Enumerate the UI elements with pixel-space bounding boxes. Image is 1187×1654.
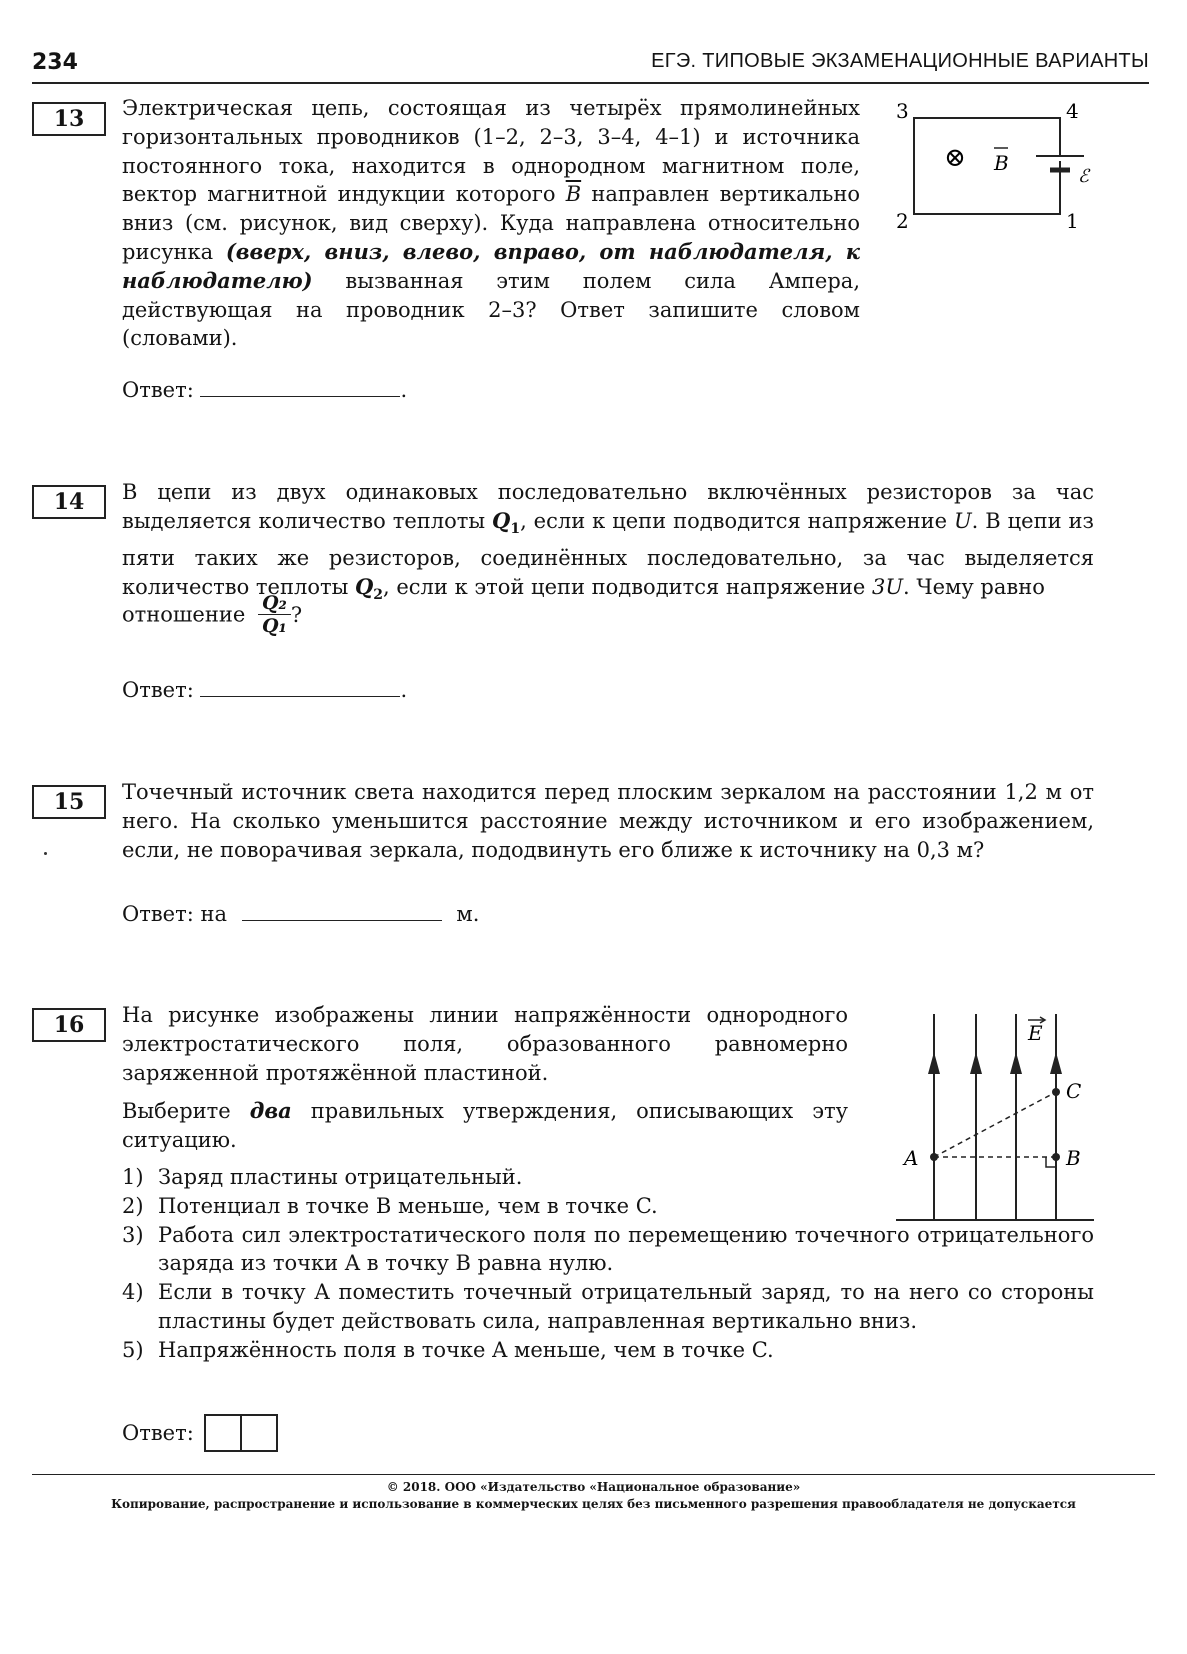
field-into-page-icon: ⊗ (944, 143, 966, 173)
ratio-fraction (258, 592, 291, 637)
q13-options: (вверх, вниз, влево, вправо, от наблюдателя, к наблюдателю) (122, 238, 861, 293)
corner-3-label: 3 (896, 99, 909, 123)
3u-symbol: 3U (871, 574, 904, 599)
q14-text-part: , если к цепи подводится напряжение (520, 508, 954, 533)
q13-text-part: вызванная этим полем сила Ампера, действующая на проводник 2–3? Ответ запишите словом (словами). (122, 268, 860, 351)
q14-text-part: . В цепи из пяти таких же резисторов, соединённых последовательно, за час выделяется количество теплоты (122, 508, 1095, 599)
ratio-suffix: ? (290, 602, 303, 627)
field-arrowhead (928, 1052, 940, 1074)
field-arrowhead (1010, 1052, 1022, 1074)
emf-label: ℰ (1078, 166, 1089, 187)
question-13-text (122, 94, 860, 353)
point-c (1052, 1088, 1060, 1096)
footer-divider (32, 1474, 1155, 1475)
question-14-answer (122, 676, 407, 702)
header-divider (32, 82, 1149, 84)
answer-label: Ответ: (122, 678, 194, 702)
question-13-number: 13 (32, 102, 106, 136)
corner-1-label: 1 (1066, 209, 1079, 233)
page-number: 234 (32, 50, 78, 75)
ratio-numerator: Q₂ (258, 592, 291, 615)
option-number: 3) (122, 1222, 144, 1247)
field-lines-figure (890, 1006, 1100, 1228)
question-16-intro (122, 1001, 848, 1155)
field-arrowhead (1050, 1052, 1062, 1074)
answer-cell-2[interactable] (240, 1414, 278, 1452)
corner-2-label: 2 (896, 209, 909, 233)
q2-subscript: 2 (373, 586, 384, 603)
answer-line[interactable] (200, 676, 400, 697)
question-15-answer (122, 900, 479, 926)
option-item (122, 1278, 1094, 1336)
question-15-number: 15 (32, 785, 106, 819)
answer-line[interactable] (200, 376, 400, 397)
q16-intro-text: На рисунке изображены линии напряжённости однородного электростатического поля, образованного равномерно заряженной протяжённой пластиной. (122, 1003, 848, 1085)
answer-end: . (400, 678, 408, 702)
vector-b-symbol: $\overline{B}$ (565, 182, 582, 207)
field-arrowhead (970, 1052, 982, 1074)
answer-label: Ответ: на (122, 902, 227, 926)
copyright-line: © 2018. ООО «Издательство «Национальное образование» (386, 1480, 801, 1494)
option-number: 5) (122, 1337, 144, 1362)
question-14-text (122, 478, 1094, 610)
ratio-denominator: Q₁ (261, 615, 287, 637)
option-text: Если в точку A поместить точечный отрицательный заряд, то на него со стороны пластины будет действовать сила, направленная вертикально вниз. (158, 1280, 1094, 1333)
corner-4-label: 4 (1066, 99, 1079, 123)
label-c: C (1066, 1079, 1082, 1103)
question-13-answer (122, 376, 407, 402)
u-symbol: U (953, 508, 972, 533)
option-number: 1) (122, 1165, 144, 1189)
option-number: 4) (122, 1280, 144, 1305)
q16-choose-count: два (249, 1098, 292, 1124)
circuit-figure (890, 96, 1100, 236)
label-b: B (1066, 1146, 1081, 1170)
q14-text-part: В цепи из двух одинаковых последовательно включённых резисторов за час выделяется количество теплоты (122, 480, 1094, 533)
option-text: Напряжённость поля в точке A меньше, чем в точке C. (158, 1337, 774, 1362)
answer-label: Ответ: (122, 1421, 194, 1445)
option-text: Заряд пластины отрицательный. (158, 1165, 523, 1189)
point-b (1052, 1153, 1060, 1161)
copyright-notice: Копирование, распространение и использование в коммерческих целях без письменного разрешения правообладателя не допускается (111, 1497, 1076, 1511)
answer-end: . (400, 378, 408, 402)
point-a (930, 1153, 938, 1161)
b-field-label: B (994, 151, 1009, 175)
ratio-prefix: отношение (122, 602, 246, 627)
q2-symbol: Q (354, 573, 374, 599)
question-15-text (122, 778, 1094, 864)
q13-text-part: Электрическая цепь, состоящая из четырёх прямолинейных горизонтальных проводников (1–2, 2–3, 3–4, 4–1) и источника постоянного тока, находится в однородном магнитном поле, вектор магнитной индукции которого (122, 96, 860, 207)
q14-text-part: . Чему равно (903, 574, 1045, 599)
option-text: Работа сил электростатического поля по перемещению точечного отрицательного заряда из точки A в точку B равна нулю. (158, 1222, 1094, 1276)
q15-text: Точечный источник света находится перед плоским зеркалом на расстоянии 1,2 м от него. На сколько уменьшится расстояние между источником и его изображением, если, не поворачивая зеркала, пододвинуть его ближе к источнику на 0,3 м? (122, 780, 1094, 862)
q16-choose-text: Выберите (122, 1099, 250, 1124)
option-item (122, 1336, 1094, 1365)
q1-symbol: Q (492, 507, 511, 533)
answer-unit: м. (456, 902, 480, 926)
question-16-answer (122, 1414, 278, 1452)
q13-text-part: направлен вертикально вниз (см. рисунок, вид сверху). Куда направлена относительно рисунка (122, 182, 860, 264)
answer-label: Ответ: (122, 378, 194, 402)
answer-line[interactable] (242, 900, 442, 921)
option-text: Потенциал в точке B меньше, чем в точке C. (158, 1193, 658, 1218)
e-field-label: E (1028, 1021, 1043, 1045)
option-number: 2) (122, 1193, 144, 1218)
question-14-number: 14 (32, 485, 106, 519)
dashed-a-c (934, 1092, 1056, 1157)
question-16-number: 16 (32, 1008, 106, 1042)
q16-choose-text: правильных утверждения, описывающих эту ситуацию. (122, 1099, 848, 1153)
circuit-loop (914, 118, 1060, 214)
label-a: A (904, 1146, 919, 1170)
option-item (122, 1221, 1094, 1279)
ratio-line (122, 592, 302, 637)
answer-cell-1[interactable] (204, 1414, 242, 1452)
q1-subscript: 1 (510, 520, 521, 537)
scan-dot (44, 852, 47, 855)
q14-text-part: , если к этой цепи подводится напряжение (383, 574, 872, 599)
running-title: ЕГЭ. ТИПОВЫЕ ЭКЗАМЕНАЦИОННЫЕ ВАРИАНТЫ (651, 50, 1149, 72)
